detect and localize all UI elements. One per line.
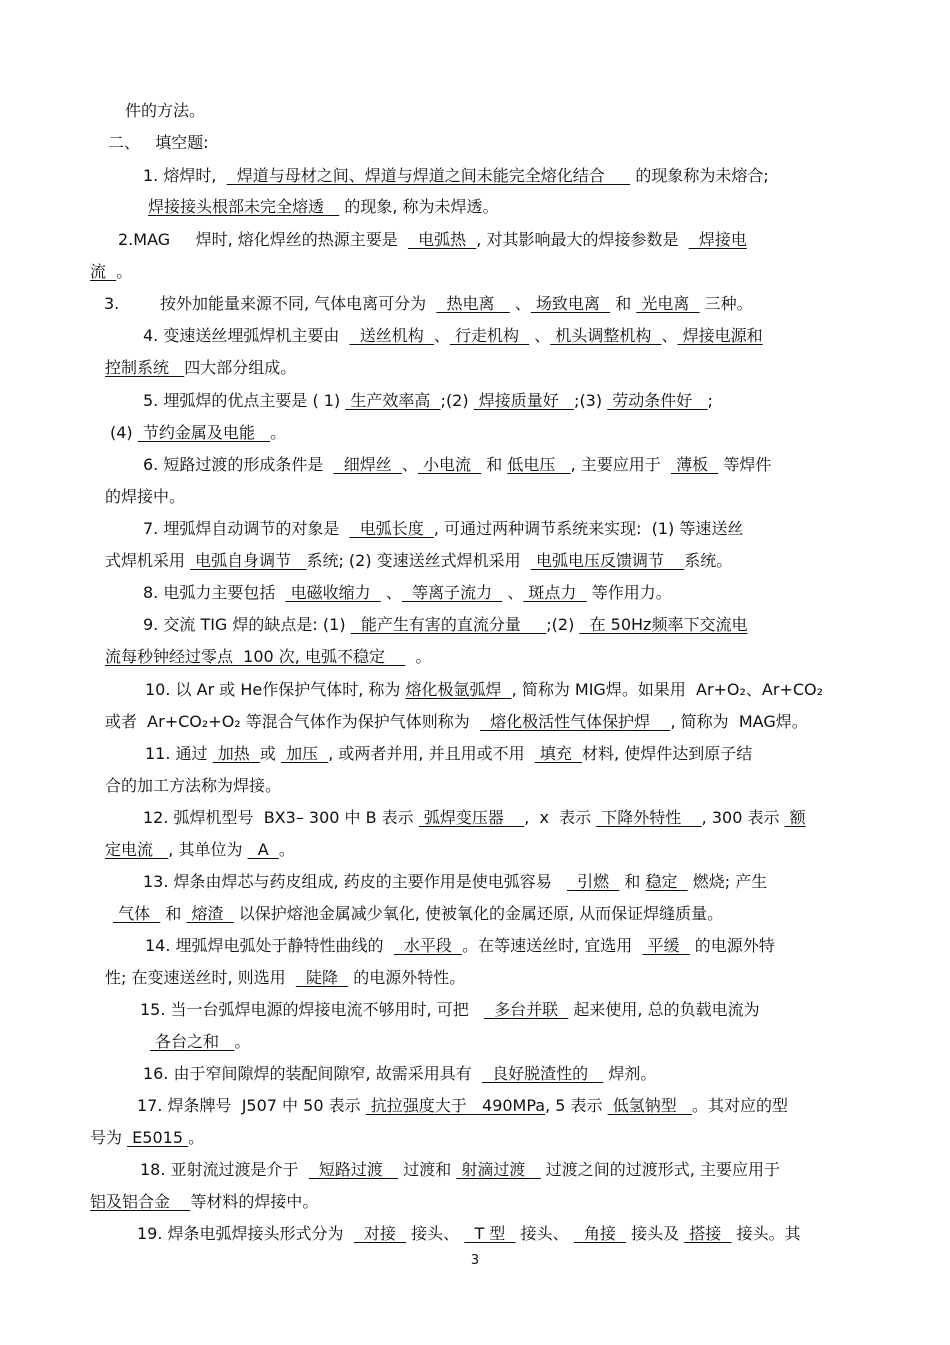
blank-answer: 小电流	[417, 455, 482, 474]
blank-answer: 斑点力	[523, 583, 587, 602]
blank-answer: 引燃	[566, 872, 620, 891]
blank-answer: 流每秒钟经过零点 100 次, 电弧不稳定	[105, 647, 406, 666]
text-line	[105, 967, 465, 989]
blank-answer: 多台并联	[483, 1000, 569, 1019]
text-line	[137, 1223, 801, 1245]
text-line	[140, 999, 760, 1021]
blank-answer: 弧焊变压器	[418, 808, 525, 827]
text-line	[143, 518, 743, 540]
line-text: 10. 以 Ar 或 He作保护气体时, 称为	[145, 680, 406, 699]
line-text: 和	[610, 294, 637, 313]
blank-answer: 行走机构	[449, 326, 530, 345]
line-text: 四大部分组成。	[184, 358, 297, 377]
blank-answer: 抗拉强度大于 490MPa	[365, 1096, 546, 1115]
text-line	[143, 390, 713, 412]
line-text: 系统; (2) 变速送丝式焊机采用	[306, 551, 531, 570]
blank-answer: 额	[784, 808, 806, 827]
line-text: 、	[380, 583, 402, 602]
text-line	[104, 293, 753, 315]
line-text: 性; 在变速送丝时, 则选用	[105, 968, 296, 987]
line-text: 。	[278, 840, 295, 859]
line-text: , 简称为 MAG焊。	[670, 712, 808, 731]
line-text: 17. 焊条牌号 J507 中 50 表示	[137, 1096, 366, 1115]
line-text: 18. 亚射流过渡是介于	[140, 1160, 309, 1179]
line-text: 。	[234, 1032, 251, 1051]
text-line	[90, 1127, 204, 1149]
line-text: 。在等速送丝时, 宜选用	[462, 936, 643, 955]
blank-answer: 流	[90, 262, 117, 281]
line-text: 。	[188, 1128, 205, 1147]
line-text: 19. 焊条电弧焊接头形式分为	[137, 1224, 354, 1243]
blank-answer: 场致电离	[530, 294, 611, 313]
line-text: 7. 埋弧焊自动调节的对象是	[143, 519, 350, 538]
blank-answer: 定电流	[105, 840, 169, 859]
blank-answer: E5015	[127, 1128, 189, 1147]
text-line	[143, 454, 771, 476]
text-line	[137, 1095, 788, 1117]
line-text: ;(2)	[546, 615, 580, 634]
text-line	[125, 100, 205, 122]
blank-answer: 劳动条件好	[607, 391, 708, 410]
line-text: 过渡之间的过渡形式, 主要应用于	[540, 1160, 780, 1179]
text-line	[143, 165, 769, 187]
line-text: 号为	[90, 1128, 128, 1147]
blank-answer: 低氢钠型	[607, 1096, 692, 1115]
text-line	[90, 261, 132, 283]
text-line	[105, 646, 432, 668]
blank-answer: 稳定	[645, 872, 688, 891]
blank-answer: 低电压	[507, 455, 571, 474]
line-text: 6. 短路过渡的形成条件是	[143, 455, 334, 474]
line-text: 的焊接中。	[105, 487, 186, 506]
blank-answer: 对接	[353, 1224, 407, 1243]
line-text: 16. 由于窄间隙焊的装配间隙窄, 故需采用具有	[143, 1064, 482, 1083]
text-line	[143, 1063, 656, 1085]
blank-answer: 焊接接头根部未完全熔透	[148, 197, 340, 216]
line-text: 1. 熔焊时,	[143, 166, 227, 185]
line-text: 等作用力。	[586, 583, 672, 602]
line-text: 。	[116, 262, 133, 281]
line-text: 等材料的焊接中。	[190, 1192, 319, 1211]
line-text: 接头。其	[731, 1224, 801, 1243]
blank-answer: 填充	[534, 744, 583, 763]
line-text: , 主要应用于	[570, 455, 671, 474]
line-text: 2.MAG 焊时, 熔化焊丝的热源主要是	[118, 230, 408, 249]
line-text: 接头及	[626, 1224, 685, 1243]
blank-answer: 能产生有害的直流分量	[350, 615, 547, 634]
text-line	[118, 229, 747, 251]
blank-answer: 气体	[113, 904, 161, 923]
blank-answer: 短路过渡	[308, 1160, 399, 1179]
blank-answer: 熔化极活性气体保护焊	[479, 712, 671, 731]
text-line	[90, 1191, 318, 1213]
blank-answer: 陡降	[295, 968, 349, 987]
text-line	[108, 132, 209, 154]
line-text: ;	[707, 391, 713, 410]
line-text: 15. 当一台弧焊电源的焊接电流不够用时, 可把	[140, 1000, 484, 1019]
blank-answer: 下降外特性	[596, 808, 702, 827]
blank-answer: T 型	[464, 1224, 516, 1243]
line-text: 过渡和	[398, 1160, 457, 1179]
line-text: 起来使用, 总的负载电流为	[568, 1000, 760, 1019]
blank-answer: 机头调整机构	[550, 326, 662, 345]
line-text: 和	[481, 455, 508, 474]
line-text: 9. 交流 TIG 焊的缺点是: (1)	[143, 615, 351, 634]
line-text: 、	[661, 326, 678, 345]
line-text: (4)	[110, 423, 138, 442]
line-text: , 简称为 MIG焊。如果用 Ar+O₂、Ar+CO₂	[511, 680, 824, 699]
line-text: 、	[502, 583, 524, 602]
blank-answer: 焊接电源和	[677, 326, 763, 345]
blank-answer: 节约金属及电能	[137, 423, 271, 442]
blank-answer: 平缓	[642, 936, 690, 955]
blank-answer: 焊接电	[688, 230, 747, 249]
line-text: 的电源外特	[689, 936, 775, 955]
line-text: 。	[405, 647, 432, 666]
text-line	[113, 903, 723, 925]
line-text: 12. 弧焊机型号 BX3– 300 中 B 表示	[143, 808, 419, 827]
blank-answer: 搭接	[684, 1224, 732, 1243]
blank-answer: 焊接质量好	[473, 391, 575, 410]
text-line	[105, 486, 185, 508]
text-line	[145, 935, 775, 957]
blank-answer: 生产效率高	[345, 391, 441, 410]
line-text: 。其对应的型	[692, 1096, 789, 1115]
blank-answer: 熔化极氩弧焊	[405, 680, 512, 699]
blank-answer: A	[247, 840, 279, 859]
line-text: 5. 埋弧焊的优点主要是 ( 1)	[143, 391, 346, 410]
line-text: , 可通过两种调节系统来实现: (1) 等速送丝	[433, 519, 744, 538]
text-line	[140, 1159, 780, 1181]
text-line	[145, 679, 823, 701]
blank-answer: 在 50Hz频率下交流电	[579, 615, 748, 634]
blank-answer: 水平段	[393, 936, 463, 955]
blank-answer: 焊道与母材之间、焊道与焊道之间未能完全熔化结合	[226, 166, 631, 185]
text-line	[105, 839, 295, 861]
line-text: 的现象称为未熔合;	[630, 166, 769, 185]
blank-answer: 电磁收缩力	[285, 583, 381, 602]
line-text: 材料, 使焊件达到原子结	[582, 744, 753, 763]
line-text: , 或两者并用, 并且用或不用	[328, 744, 535, 763]
line-text: , 300 表示	[701, 808, 785, 827]
line-text: 和	[619, 872, 646, 891]
blank-answer: 控制系统	[105, 358, 185, 377]
line-text: 等焊件	[718, 455, 772, 474]
line-text: 、	[401, 455, 418, 474]
blank-answer: 电弧热	[407, 230, 477, 249]
text-line	[105, 775, 281, 797]
line-text: 3. 按外加能量来源不同, 气体电离可分为	[104, 294, 437, 313]
blank-answer: 电弧电压反馈调节	[530, 551, 685, 570]
line-text: 。	[270, 423, 287, 442]
blank-answer: 电弧长度	[349, 519, 434, 538]
line-text: 二、 填空题:	[108, 133, 209, 152]
line-text: 或	[259, 744, 281, 763]
line-text: 、	[529, 326, 551, 345]
text-line	[145, 743, 752, 765]
text-line	[143, 807, 806, 829]
page-number: 3	[470, 1253, 480, 1268]
line-text: ;(3)	[574, 391, 608, 410]
line-text: 、	[509, 294, 531, 313]
blank-answer: 射滴过渡	[456, 1160, 541, 1179]
line-text: , 5 表示	[545, 1096, 608, 1115]
line-text: 燃烧; 产生	[687, 872, 768, 891]
text-line	[148, 196, 499, 218]
blank-answer: 薄板	[670, 455, 719, 474]
text-line	[143, 325, 763, 347]
line-text: 4. 变速送丝埋弧焊机主要由	[143, 326, 350, 345]
text-line	[150, 1031, 250, 1053]
line-text: 、	[433, 326, 450, 345]
line-text: 式焊机采用	[105, 551, 191, 570]
line-text: 接头、	[406, 1224, 465, 1243]
blank-answer: 光电离	[636, 294, 700, 313]
line-text: , 其单位为	[168, 840, 248, 859]
line-text: 的现象, 称为未焊透。	[339, 197, 499, 216]
text-line	[110, 422, 286, 444]
blank-answer: 各台之和	[150, 1032, 235, 1051]
line-text: 14. 埋弧焊电弧处于静特性曲线的	[145, 936, 394, 955]
line-text: 合的加工方法称为焊接。	[105, 776, 282, 795]
line-text: 系统。	[684, 551, 733, 570]
line-text: 11. 通过	[145, 744, 213, 763]
text-line	[105, 550, 732, 572]
line-text: , x 表示	[524, 808, 597, 827]
line-text: 以保护熔池金属减少氧化, 使被氧化的金属还原, 从而保证焊缝质量。	[233, 904, 724, 923]
blank-answer: 电弧自身调节	[190, 551, 307, 570]
line-text: 13. 焊条由焊芯与药皮组成, 药皮的主要作用是使电弧容易	[143, 872, 567, 891]
blank-answer: 等离子流力	[401, 583, 503, 602]
line-text: 和	[160, 904, 187, 923]
blank-answer: 良好脱渣性的	[481, 1064, 604, 1083]
line-text: 三种。	[699, 294, 753, 313]
blank-answer: 角接	[573, 1224, 627, 1243]
text-line	[143, 582, 672, 604]
line-text: 焊剂。	[603, 1064, 657, 1083]
blank-answer: 细焊丝	[333, 455, 402, 474]
line-text: , 对其影响最大的焊接参数是	[476, 230, 689, 249]
blank-answer: 送丝机构	[349, 326, 434, 345]
text-line	[143, 614, 747, 636]
text-line	[105, 711, 808, 733]
blank-answer: 加压	[280, 744, 329, 763]
blank-answer: 铝及铝合金	[90, 1192, 191, 1211]
line-text: 件的方法。	[125, 101, 206, 120]
line-text: ;(2)	[440, 391, 474, 410]
blank-answer: 热电离	[436, 294, 510, 313]
line-text: 接头、	[515, 1224, 574, 1243]
line-text: 或者 Ar+CO₂+O₂ 等混合气体作为保护气体则称为	[105, 712, 480, 731]
blank-answer: 加热	[212, 744, 260, 763]
text-line	[105, 357, 296, 379]
blank-answer: 熔渣	[186, 904, 234, 923]
line-text: 的电源外特性。	[348, 968, 466, 987]
text-line	[143, 871, 767, 893]
line-text: 8. 电弧力主要包括	[143, 583, 286, 602]
